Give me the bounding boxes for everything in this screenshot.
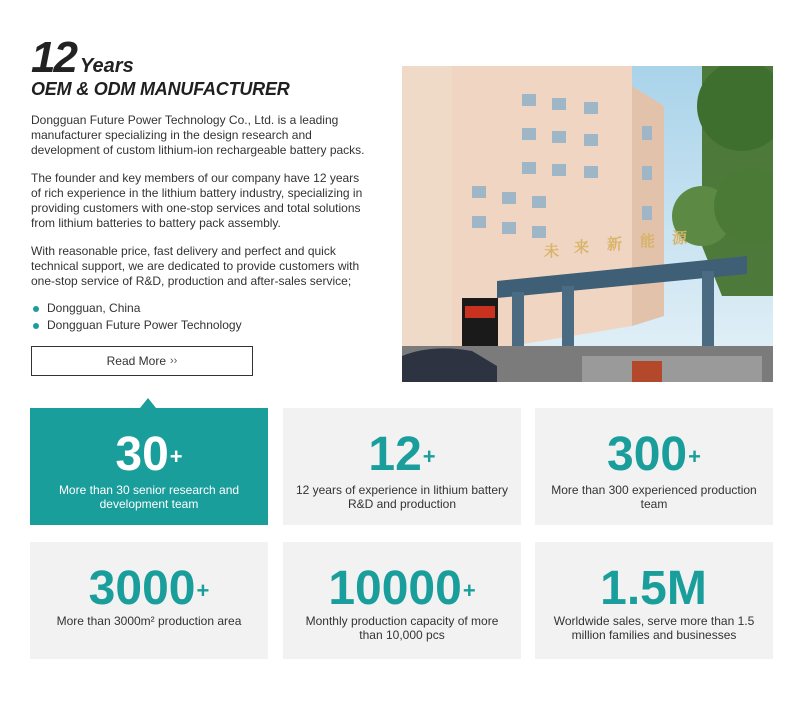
intro-text <box>31 113 366 302</box>
stat-card-experience[interactable] <box>283 408 521 525</box>
intro-paragraph: Dongguan Future Power Technology Co., Ltd. is a leading manufacturer specializing in the design research and development of custom lithium-ion rechargeable battery packs. <box>31 113 365 157</box>
svg-text:能: 能 <box>640 232 656 250</box>
bullet-dot-icon <box>33 306 39 312</box>
intro-paragraph: With reasonable price, fast delivery and perfect and quick technical support, we are dedicated to provide customers with one-stop service of R&D, production and after-sales service; <box>31 244 360 288</box>
bullet-dot-icon <box>33 323 39 329</box>
svg-text:来: 来 <box>574 238 590 256</box>
read-more-button[interactable] <box>31 346 253 376</box>
stat-description: 12 years of experience in lithium battery R&D and production <box>295 483 509 511</box>
active-card-pointer <box>140 398 156 408</box>
svg-text:未: 未 <box>544 242 560 260</box>
stat-description: More than 300 experienced production team <box>551 483 757 511</box>
factory-photo <box>402 66 773 382</box>
stat-value: 12+ <box>368 428 436 481</box>
hero-title <box>31 33 134 82</box>
stat-card-research-team[interactable] <box>30 408 268 525</box>
stat-card-production-team[interactable] <box>535 408 773 525</box>
stat-description: More than 3000m² production area <box>56 614 242 628</box>
stat-card-monthly-capacity[interactable] <box>283 542 521 659</box>
page-subtitle: OEM & ODM MANUFACTURER <box>31 79 290 99</box>
years-word: Years <box>79 55 134 77</box>
svg-text:源: 源 <box>672 229 688 247</box>
location-list <box>33 300 242 334</box>
stat-description: Monthly production capacity of more than 10,000 pcs <box>305 614 499 642</box>
list-item: Dongguan, China <box>33 300 242 317</box>
stat-card-worldwide-sales[interactable] <box>535 542 773 659</box>
stat-value: 30+ <box>115 428 183 481</box>
stat-value: 10000+ <box>328 562 476 615</box>
stat-card-production-area[interactable] <box>30 542 268 659</box>
stat-value: 300+ <box>607 428 701 481</box>
stat-value: 1.5M <box>600 562 707 615</box>
double-chevron-right-icon: ›› <box>170 355 178 367</box>
stat-description: More than 30 senior research and development team <box>58 483 240 511</box>
read-more-label: Read More <box>106 354 167 368</box>
intro-paragraph: The founder and key members of our company have 12 years of rich experience in the lithium battery industry, specializing in providing customers with one-stop services and total solutions from lithium batteries to battery pack assembly. <box>31 171 363 230</box>
list-item: Dongguan Future Power Technology <box>33 317 242 334</box>
years-number: 12 <box>31 33 76 82</box>
stat-description: Worldwide sales, serve more than 1.5 million families and businesses <box>553 614 755 642</box>
svg-text:新: 新 <box>607 235 623 253</box>
stat-value: 3000+ <box>88 562 210 615</box>
